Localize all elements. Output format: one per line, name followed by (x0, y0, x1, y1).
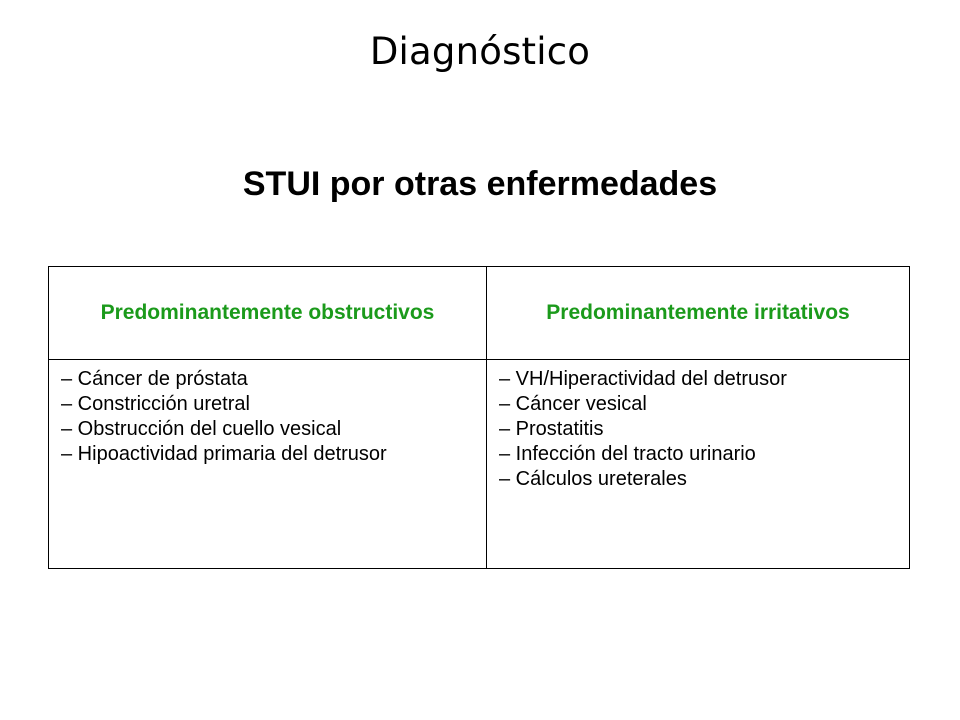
conditions-table (48, 266, 910, 569)
list-item: – Cáncer vesical (499, 393, 647, 415)
list-item: – Cálculos ureterales (499, 468, 687, 490)
list-item: – Infección del tracto urinario (499, 443, 756, 465)
slide-title: Diagnóstico (369, 30, 591, 73)
obstructive-list (49, 360, 487, 568)
irritative-list (487, 360, 909, 568)
slide-subtitle: STUI por otras enfermedades (242, 165, 718, 203)
header-irritative: Predominantemente irritativos (487, 267, 909, 360)
list-item: – Prostatitis (499, 418, 604, 440)
list-item: – Obstrucción del cuello vesical (61, 418, 342, 440)
list-item: – Hipoactividad primaria del detrusor (61, 443, 387, 465)
list-item: – VH/Hiperactividad del detrusor (499, 368, 787, 390)
list-item: – Cáncer de próstata (61, 368, 248, 390)
list-item: – Constricción uretral (61, 393, 250, 415)
header-obstructive: Predominantemente obstructivos (49, 267, 487, 360)
